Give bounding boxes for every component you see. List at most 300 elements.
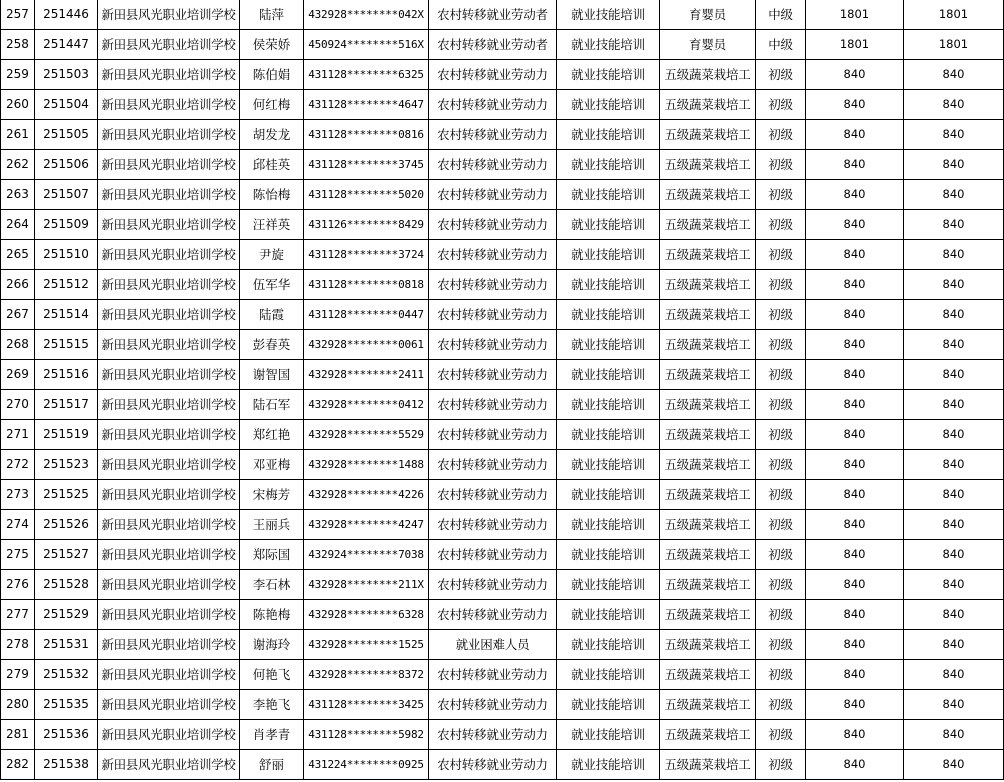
trainee-code-cell[interactable]: 251528 (35, 570, 98, 600)
trainee-code-cell[interactable]: 251510 (35, 240, 98, 270)
paid-amount-cell[interactable]: 840 (904, 600, 1004, 630)
personnel-category-cell[interactable]: 农村转移就业劳动力 (429, 120, 557, 150)
trainee-name-cell[interactable]: 陆霞 (240, 300, 304, 330)
personnel-category-cell[interactable]: 农村转移就业劳动力 (429, 180, 557, 210)
paid-amount-cell[interactable]: 840 (904, 450, 1004, 480)
paid-amount-cell[interactable]: 840 (904, 720, 1004, 750)
school-name-cell[interactable]: 新田县风光职业培训学校 (98, 480, 240, 510)
personnel-category-cell[interactable]: 农村转移就业劳动力 (429, 240, 557, 270)
training-type-cell[interactable]: 就业技能培训 (557, 150, 660, 180)
school-name-cell[interactable]: 新田县风光职业培训学校 (98, 180, 240, 210)
subsidy-amount-cell[interactable]: 840 (806, 270, 904, 300)
occupation-cell[interactable]: 五级蔬菜栽培工 (660, 570, 756, 600)
occupation-cell[interactable]: 五级蔬菜栽培工 (660, 390, 756, 420)
id-number-cell[interactable]: 432928********042X (304, 0, 429, 30)
skill-level-cell[interactable]: 初级 (756, 750, 806, 780)
school-name-cell[interactable]: 新田县风光职业培训学校 (98, 120, 240, 150)
skill-level-cell[interactable]: 初级 (756, 120, 806, 150)
row-number-cell[interactable]: 259 (1, 60, 35, 90)
school-name-cell[interactable]: 新田县风光职业培训学校 (98, 30, 240, 60)
skill-level-cell[interactable]: 初级 (756, 660, 806, 690)
trainee-name-cell[interactable]: 谢海玲 (240, 630, 304, 660)
subsidy-amount-cell[interactable]: 1801 (806, 30, 904, 60)
trainee-code-cell[interactable]: 251503 (35, 60, 98, 90)
school-name-cell[interactable]: 新田县风光职业培训学校 (98, 630, 240, 660)
table-row (1, 180, 1004, 210)
skill-level-cell[interactable]: 初级 (756, 600, 806, 630)
trainee-name-cell[interactable]: 肖孝青 (240, 720, 304, 750)
paid-amount-cell[interactable]: 840 (904, 360, 1004, 390)
paid-amount-cell[interactable]: 840 (904, 90, 1004, 120)
personnel-category-cell[interactable]: 农村转移就业劳动者 (429, 0, 557, 30)
occupation-cell[interactable]: 育婴员 (660, 0, 756, 30)
id-number-cell[interactable]: 432928********6328 (304, 600, 429, 630)
training-type-cell[interactable]: 就业技能培训 (557, 510, 660, 540)
paid-amount-cell[interactable]: 840 (904, 420, 1004, 450)
paid-amount-cell[interactable]: 840 (904, 630, 1004, 660)
subsidy-amount-cell[interactable]: 840 (806, 420, 904, 450)
id-number-cell[interactable]: 431128********5982 (304, 720, 429, 750)
subsidy-amount-cell[interactable]: 840 (806, 60, 904, 90)
trainee-code-cell[interactable]: 251525 (35, 480, 98, 510)
table-row (1, 480, 1004, 510)
training-type-cell[interactable]: 就业技能培训 (557, 660, 660, 690)
skill-level-cell[interactable]: 初级 (756, 420, 806, 450)
trainee-code-cell[interactable]: 251527 (35, 540, 98, 570)
personnel-category-cell[interactable]: 农村转移就业劳动力 (429, 90, 557, 120)
occupation-cell[interactable]: 五级蔬菜栽培工 (660, 420, 756, 450)
trainee-name-cell[interactable]: 尹旋 (240, 240, 304, 270)
subsidy-amount-cell[interactable]: 840 (806, 720, 904, 750)
trainee-code-cell[interactable]: 251515 (35, 330, 98, 360)
skill-level-cell[interactable]: 初级 (756, 540, 806, 570)
subsidy-amount-cell[interactable]: 840 (806, 540, 904, 570)
paid-amount-cell[interactable]: 840 (904, 180, 1004, 210)
table-row (1, 300, 1004, 330)
row-number-cell[interactable]: 265 (1, 240, 35, 270)
trainee-name-cell[interactable]: 汪祥英 (240, 210, 304, 240)
subsidy-amount-cell[interactable]: 840 (806, 750, 904, 780)
personnel-category-cell[interactable]: 农村转移就业劳动力 (429, 450, 557, 480)
skill-level-cell[interactable]: 初级 (756, 510, 806, 540)
occupation-cell[interactable]: 五级蔬菜栽培工 (660, 120, 756, 150)
school-name-cell[interactable]: 新田县风光职业培训学校 (98, 660, 240, 690)
personnel-category-cell[interactable]: 农村转移就业劳动力 (429, 720, 557, 750)
id-number-cell[interactable]: 432928********5529 (304, 420, 429, 450)
paid-amount-cell[interactable]: 840 (904, 510, 1004, 540)
trainee-code-cell[interactable]: 251523 (35, 450, 98, 480)
skill-level-cell[interactable]: 初级 (756, 720, 806, 750)
trainee-name-cell[interactable]: 彭春英 (240, 330, 304, 360)
personnel-category-cell[interactable]: 农村转移就业劳动力 (429, 690, 557, 720)
training-type-cell[interactable]: 就业技能培训 (557, 570, 660, 600)
subsidy-amount-cell[interactable]: 840 (806, 510, 904, 540)
training-type-cell[interactable]: 就业技能培训 (557, 360, 660, 390)
trainee-code-cell[interactable]: 251506 (35, 150, 98, 180)
row-number-cell[interactable]: 260 (1, 90, 35, 120)
trainee-name-cell[interactable]: 宋梅芳 (240, 480, 304, 510)
school-name-cell[interactable]: 新田县风光职业培训学校 (98, 300, 240, 330)
subsidy-amount-cell[interactable]: 840 (806, 330, 904, 360)
occupation-cell[interactable]: 五级蔬菜栽培工 (660, 630, 756, 660)
occupation-cell[interactable]: 五级蔬菜栽培工 (660, 540, 756, 570)
trainee-code-cell[interactable]: 251531 (35, 630, 98, 660)
skill-level-cell[interactable]: 初级 (756, 60, 806, 90)
skill-level-cell[interactable]: 初级 (756, 210, 806, 240)
skill-level-cell[interactable]: 初级 (756, 180, 806, 210)
personnel-category-cell[interactable]: 农村转移就业劳动力 (429, 570, 557, 600)
personnel-category-cell[interactable]: 农村转移就业劳动力 (429, 330, 557, 360)
paid-amount-cell[interactable]: 840 (904, 660, 1004, 690)
school-name-cell[interactable]: 新田县风光职业培训学校 (98, 240, 240, 270)
personnel-category-cell[interactable]: 农村转移就业劳动力 (429, 540, 557, 570)
trainee-name-cell[interactable]: 陆萍 (240, 0, 304, 30)
id-number-cell[interactable]: 432928********211X (304, 570, 429, 600)
personnel-category-cell[interactable]: 农村转移就业劳动力 (429, 60, 557, 90)
subsidy-amount-cell[interactable]: 840 (806, 360, 904, 390)
personnel-category-cell[interactable]: 农村转移就业劳动力 (429, 360, 557, 390)
trainee-code-cell[interactable]: 251509 (35, 210, 98, 240)
id-number-cell[interactable]: 432928********0061 (304, 330, 429, 360)
subsidy-amount-cell[interactable]: 840 (806, 690, 904, 720)
trainee-code-cell[interactable]: 251529 (35, 600, 98, 630)
subsidy-amount-cell[interactable]: 840 (806, 600, 904, 630)
skill-level-cell[interactable]: 中级 (756, 30, 806, 60)
occupation-cell[interactable]: 五级蔬菜栽培工 (660, 150, 756, 180)
table-row (1, 420, 1004, 450)
skill-level-cell[interactable]: 初级 (756, 390, 806, 420)
id-number-cell[interactable]: 432928********2411 (304, 360, 429, 390)
table-row (1, 600, 1004, 630)
id-number-cell[interactable]: 431128********3724 (304, 240, 429, 270)
row-number-cell[interactable]: 266 (1, 270, 35, 300)
personnel-category-cell[interactable]: 农村转移就业劳动力 (429, 270, 557, 300)
school-name-cell[interactable]: 新田县风光职业培训学校 (98, 60, 240, 90)
skill-level-cell[interactable]: 初级 (756, 450, 806, 480)
row-number-cell[interactable]: 277 (1, 600, 35, 630)
school-name-cell[interactable]: 新田县风光职业培训学校 (98, 690, 240, 720)
id-number-cell[interactable]: 432928********8372 (304, 660, 429, 690)
id-number-cell[interactable]: 431128********4647 (304, 90, 429, 120)
table-row (1, 630, 1004, 660)
table-row (1, 330, 1004, 360)
trainee-code-cell[interactable]: 251505 (35, 120, 98, 150)
row-number-cell[interactable]: 279 (1, 660, 35, 690)
paid-amount-cell[interactable]: 840 (904, 480, 1004, 510)
training-type-cell[interactable]: 就业技能培训 (557, 540, 660, 570)
personnel-category-cell[interactable]: 农村转移就业劳动力 (429, 210, 557, 240)
trainee-name-cell[interactable]: 胡发龙 (240, 120, 304, 150)
trainee-code-cell[interactable]: 251526 (35, 510, 98, 540)
id-number-cell[interactable]: 431128********0447 (304, 300, 429, 330)
personnel-category-cell[interactable]: 农村转移就业劳动力 (429, 480, 557, 510)
trainee-name-cell[interactable]: 陈艳梅 (240, 600, 304, 630)
row-number-cell[interactable]: 258 (1, 30, 35, 60)
occupation-cell[interactable]: 五级蔬菜栽培工 (660, 240, 756, 270)
personnel-category-cell[interactable]: 农村转移就业劳动力 (429, 750, 557, 780)
training-type-cell[interactable]: 就业技能培训 (557, 90, 660, 120)
trainee-name-cell[interactable]: 邱桂英 (240, 150, 304, 180)
id-number-cell[interactable]: 431128********3745 (304, 150, 429, 180)
training-type-cell[interactable]: 就业技能培训 (557, 0, 660, 30)
trainee-name-cell[interactable]: 李石林 (240, 570, 304, 600)
id-number-cell[interactable]: 431128********6325 (304, 60, 429, 90)
school-name-cell[interactable]: 新田县风光职业培训学校 (98, 390, 240, 420)
school-name-cell[interactable]: 新田县风光职业培训学校 (98, 720, 240, 750)
table-row (1, 30, 1004, 60)
id-number-cell[interactable]: 431128********3425 (304, 690, 429, 720)
school-name-cell[interactable]: 新田县风光职业培训学校 (98, 420, 240, 450)
row-number-cell[interactable]: 275 (1, 540, 35, 570)
personnel-category-cell[interactable]: 农村转移就业劳动力 (429, 390, 557, 420)
personnel-category-cell[interactable]: 农村转移就业劳动力 (429, 420, 557, 450)
paid-amount-cell[interactable]: 1801 (904, 0, 1004, 30)
table-row (1, 390, 1004, 420)
trainee-name-cell[interactable]: 侯荣娇 (240, 30, 304, 60)
school-name-cell[interactable]: 新田县风光职业培训学校 (98, 210, 240, 240)
training-type-cell[interactable]: 就业技能培训 (557, 330, 660, 360)
subsidy-amount-cell[interactable]: 840 (806, 300, 904, 330)
trainee-code-cell[interactable]: 251446 (35, 0, 98, 30)
trainee-code-cell[interactable]: 251507 (35, 180, 98, 210)
occupation-cell[interactable]: 五级蔬菜栽培工 (660, 660, 756, 690)
paid-amount-cell[interactable]: 840 (904, 390, 1004, 420)
training-type-cell[interactable]: 就业技能培训 (557, 270, 660, 300)
paid-amount-cell[interactable]: 840 (904, 300, 1004, 330)
skill-level-cell[interactable]: 初级 (756, 480, 806, 510)
paid-amount-cell[interactable]: 840 (904, 690, 1004, 720)
subsidy-amount-cell[interactable]: 840 (806, 450, 904, 480)
personnel-category-cell[interactable]: 农村转移就业劳动力 (429, 300, 557, 330)
skill-level-cell[interactable]: 初级 (756, 270, 806, 300)
occupation-cell[interactable]: 五级蔬菜栽培工 (660, 720, 756, 750)
trainee-code-cell[interactable]: 251514 (35, 300, 98, 330)
training-type-cell[interactable]: 就业技能培训 (557, 210, 660, 240)
row-number-cell[interactable]: 276 (1, 570, 35, 600)
row-number-cell[interactable]: 278 (1, 630, 35, 660)
table-row (1, 660, 1004, 690)
subsidy-amount-cell[interactable]: 840 (806, 240, 904, 270)
row-number-cell[interactable]: 268 (1, 330, 35, 360)
school-name-cell[interactable]: 新田县风光职业培训学校 (98, 750, 240, 780)
id-number-cell[interactable]: 432928********4247 (304, 510, 429, 540)
id-number-cell[interactable]: 431128********0818 (304, 270, 429, 300)
skill-level-cell[interactable]: 初级 (756, 360, 806, 390)
subsidy-amount-cell[interactable]: 840 (806, 150, 904, 180)
training-type-cell[interactable]: 就业技能培训 (557, 390, 660, 420)
occupation-cell[interactable]: 五级蔬菜栽培工 (660, 210, 756, 240)
row-number-cell[interactable]: 269 (1, 360, 35, 390)
id-number-cell[interactable]: 432928********1525 (304, 630, 429, 660)
subsidy-amount-cell[interactable]: 840 (806, 120, 904, 150)
occupation-cell[interactable]: 五级蔬菜栽培工 (660, 90, 756, 120)
training-type-cell[interactable]: 就业技能培训 (557, 480, 660, 510)
skill-level-cell[interactable]: 初级 (756, 90, 806, 120)
trainee-code-cell[interactable]: 251535 (35, 690, 98, 720)
subsidy-amount-cell[interactable]: 840 (806, 570, 904, 600)
trainee-name-cell[interactable]: 何艳飞 (240, 660, 304, 690)
table-row (1, 120, 1004, 150)
row-number-cell[interactable]: 263 (1, 180, 35, 210)
trainee-name-cell[interactable]: 陈伯娟 (240, 60, 304, 90)
trainee-code-cell[interactable]: 251447 (35, 30, 98, 60)
school-name-cell[interactable]: 新田县风光职业培训学校 (98, 450, 240, 480)
training-type-cell[interactable]: 就业技能培训 (557, 420, 660, 450)
trainee-name-cell[interactable]: 邓亚梅 (240, 450, 304, 480)
row-number-cell[interactable]: 267 (1, 300, 35, 330)
trainee-name-cell[interactable]: 伍军华 (240, 270, 304, 300)
paid-amount-cell[interactable]: 840 (904, 570, 1004, 600)
training-type-cell[interactable]: 就业技能培训 (557, 720, 660, 750)
personnel-category-cell[interactable]: 农村转移就业劳动力 (429, 150, 557, 180)
school-name-cell[interactable]: 新田县风光职业培训学校 (98, 270, 240, 300)
personnel-category-cell[interactable]: 农村转移就业劳动力 (429, 600, 557, 630)
row-number-cell[interactable]: 262 (1, 150, 35, 180)
training-type-cell[interactable]: 就业技能培训 (557, 120, 660, 150)
row-number-cell[interactable]: 270 (1, 390, 35, 420)
trainee-code-cell[interactable]: 251517 (35, 390, 98, 420)
training-type-cell[interactable]: 就业技能培训 (557, 240, 660, 270)
trainee-name-cell[interactable]: 李艳飞 (240, 690, 304, 720)
paid-amount-cell[interactable]: 840 (904, 540, 1004, 570)
training-type-cell[interactable]: 就业技能培训 (557, 60, 660, 90)
school-name-cell[interactable]: 新田县风光职业培训学校 (98, 150, 240, 180)
skill-level-cell[interactable]: 初级 (756, 240, 806, 270)
trainee-name-cell[interactable]: 王丽兵 (240, 510, 304, 540)
id-number-cell[interactable]: 431126********8429 (304, 210, 429, 240)
trainee-code-cell[interactable]: 251504 (35, 90, 98, 120)
personnel-category-cell[interactable]: 农村转移就业劳动者 (429, 30, 557, 60)
paid-amount-cell[interactable]: 840 (904, 270, 1004, 300)
id-number-cell[interactable]: 431224********0925 (304, 750, 429, 780)
id-number-cell[interactable]: 432928********1488 (304, 450, 429, 480)
school-name-cell[interactable]: 新田县风光职业培训学校 (98, 570, 240, 600)
trainee-name-cell[interactable]: 舒丽 (240, 750, 304, 780)
occupation-cell[interactable]: 五级蔬菜栽培工 (660, 360, 756, 390)
skill-level-cell[interactable]: 初级 (756, 150, 806, 180)
trainee-code-cell[interactable]: 251538 (35, 750, 98, 780)
trainee-name-cell[interactable]: 郑际国 (240, 540, 304, 570)
personnel-category-cell[interactable]: 农村转移就业劳动力 (429, 510, 557, 540)
id-number-cell[interactable]: 432928********0412 (304, 390, 429, 420)
school-name-cell[interactable]: 新田县风光职业培训学校 (98, 0, 240, 30)
subsidy-amount-cell[interactable]: 1801 (806, 0, 904, 30)
row-number-cell[interactable]: 271 (1, 420, 35, 450)
paid-amount-cell[interactable]: 840 (904, 240, 1004, 270)
subsidy-amount-cell[interactable]: 840 (806, 90, 904, 120)
paid-amount-cell[interactable]: 840 (904, 60, 1004, 90)
subsidy-amount-cell[interactable]: 840 (806, 180, 904, 210)
id-number-cell[interactable]: 432928********4226 (304, 480, 429, 510)
row-number-cell[interactable]: 282 (1, 750, 35, 780)
training-type-cell[interactable]: 就业技能培训 (557, 180, 660, 210)
occupation-cell[interactable]: 五级蔬菜栽培工 (660, 60, 756, 90)
subsidy-amount-cell[interactable]: 840 (806, 210, 904, 240)
table-row (1, 720, 1004, 750)
trainee-code-cell[interactable]: 251519 (35, 420, 98, 450)
occupation-cell[interactable]: 五级蔬菜栽培工 (660, 300, 756, 330)
row-number-cell[interactable]: 261 (1, 120, 35, 150)
table-body (1, 0, 1004, 780)
paid-amount-cell[interactable]: 840 (904, 210, 1004, 240)
occupation-cell[interactable]: 五级蔬菜栽培工 (660, 510, 756, 540)
training-type-cell[interactable]: 就业技能培训 (557, 630, 660, 660)
row-number-cell[interactable]: 264 (1, 210, 35, 240)
occupation-cell[interactable]: 五级蔬菜栽培工 (660, 690, 756, 720)
table-row (1, 690, 1004, 720)
trainee-code-cell[interactable]: 251512 (35, 270, 98, 300)
trainee-name-cell[interactable]: 何红梅 (240, 90, 304, 120)
trainee-name-cell[interactable]: 谢智国 (240, 360, 304, 390)
school-name-cell[interactable]: 新田县风光职业培训学校 (98, 510, 240, 540)
training-type-cell[interactable]: 就业技能培训 (557, 690, 660, 720)
occupation-cell[interactable]: 五级蔬菜栽培工 (660, 450, 756, 480)
personnel-category-cell[interactable]: 农村转移就业劳动力 (429, 660, 557, 690)
skill-level-cell[interactable]: 初级 (756, 570, 806, 600)
id-number-cell[interactable]: 431128********5020 (304, 180, 429, 210)
trainee-name-cell[interactable]: 陆石军 (240, 390, 304, 420)
occupation-cell[interactable]: 五级蔬菜栽培工 (660, 270, 756, 300)
skill-level-cell[interactable]: 初级 (756, 630, 806, 660)
training-type-cell[interactable]: 就业技能培训 (557, 30, 660, 60)
subsidy-amount-cell[interactable]: 840 (806, 390, 904, 420)
row-number-cell[interactable]: 272 (1, 450, 35, 480)
school-name-cell[interactable]: 新田县风光职业培训学校 (98, 360, 240, 390)
trainee-code-cell[interactable]: 251516 (35, 360, 98, 390)
subsidy-amount-cell[interactable]: 840 (806, 630, 904, 660)
paid-amount-cell[interactable]: 840 (904, 150, 1004, 180)
school-name-cell[interactable]: 新田县风光职业培训学校 (98, 540, 240, 570)
row-number-cell[interactable]: 273 (1, 480, 35, 510)
paid-amount-cell[interactable]: 840 (904, 750, 1004, 780)
occupation-cell[interactable]: 五级蔬菜栽培工 (660, 180, 756, 210)
personnel-category-cell[interactable]: 就业困难人员 (429, 630, 557, 660)
occupation-cell[interactable]: 五级蔬菜栽培工 (660, 330, 756, 360)
training-type-cell[interactable]: 就业技能培训 (557, 600, 660, 630)
skill-level-cell[interactable]: 初级 (756, 330, 806, 360)
training-type-cell[interactable]: 就业技能培训 (557, 750, 660, 780)
school-name-cell[interactable]: 新田县风光职业培训学校 (98, 330, 240, 360)
trainee-code-cell[interactable]: 251532 (35, 660, 98, 690)
row-number-cell[interactable]: 274 (1, 510, 35, 540)
skill-level-cell[interactable]: 中级 (756, 0, 806, 30)
row-number-cell[interactable]: 280 (1, 690, 35, 720)
paid-amount-cell[interactable]: 840 (904, 330, 1004, 360)
skill-level-cell[interactable]: 初级 (756, 300, 806, 330)
paid-amount-cell[interactable]: 840 (904, 120, 1004, 150)
occupation-cell[interactable]: 五级蔬菜栽培工 (660, 600, 756, 630)
id-number-cell[interactable]: 432924********7038 (304, 540, 429, 570)
subsidy-amount-cell[interactable]: 840 (806, 660, 904, 690)
occupation-cell[interactable]: 五级蔬菜栽培工 (660, 480, 756, 510)
occupation-cell[interactable]: 五级蔬菜栽培工 (660, 750, 756, 780)
trainee-name-cell[interactable]: 郑红艳 (240, 420, 304, 450)
id-number-cell[interactable]: 431128********0816 (304, 120, 429, 150)
training-type-cell[interactable]: 就业技能培训 (557, 450, 660, 480)
skill-level-cell[interactable]: 初级 (756, 690, 806, 720)
row-number-cell[interactable]: 281 (1, 720, 35, 750)
subsidy-amount-cell[interactable]: 840 (806, 480, 904, 510)
trainee-code-cell[interactable]: 251536 (35, 720, 98, 750)
occupation-cell[interactable]: 育婴员 (660, 30, 756, 60)
training-type-cell[interactable]: 就业技能培训 (557, 300, 660, 330)
school-name-cell[interactable]: 新田县风光职业培训学校 (98, 600, 240, 630)
trainee-name-cell[interactable]: 陈怡梅 (240, 180, 304, 210)
paid-amount-cell[interactable]: 1801 (904, 30, 1004, 60)
id-number-cell[interactable]: 450924********516X (304, 30, 429, 60)
school-name-cell[interactable]: 新田县风光职业培训学校 (98, 90, 240, 120)
row-number-cell[interactable]: 257 (1, 0, 35, 30)
